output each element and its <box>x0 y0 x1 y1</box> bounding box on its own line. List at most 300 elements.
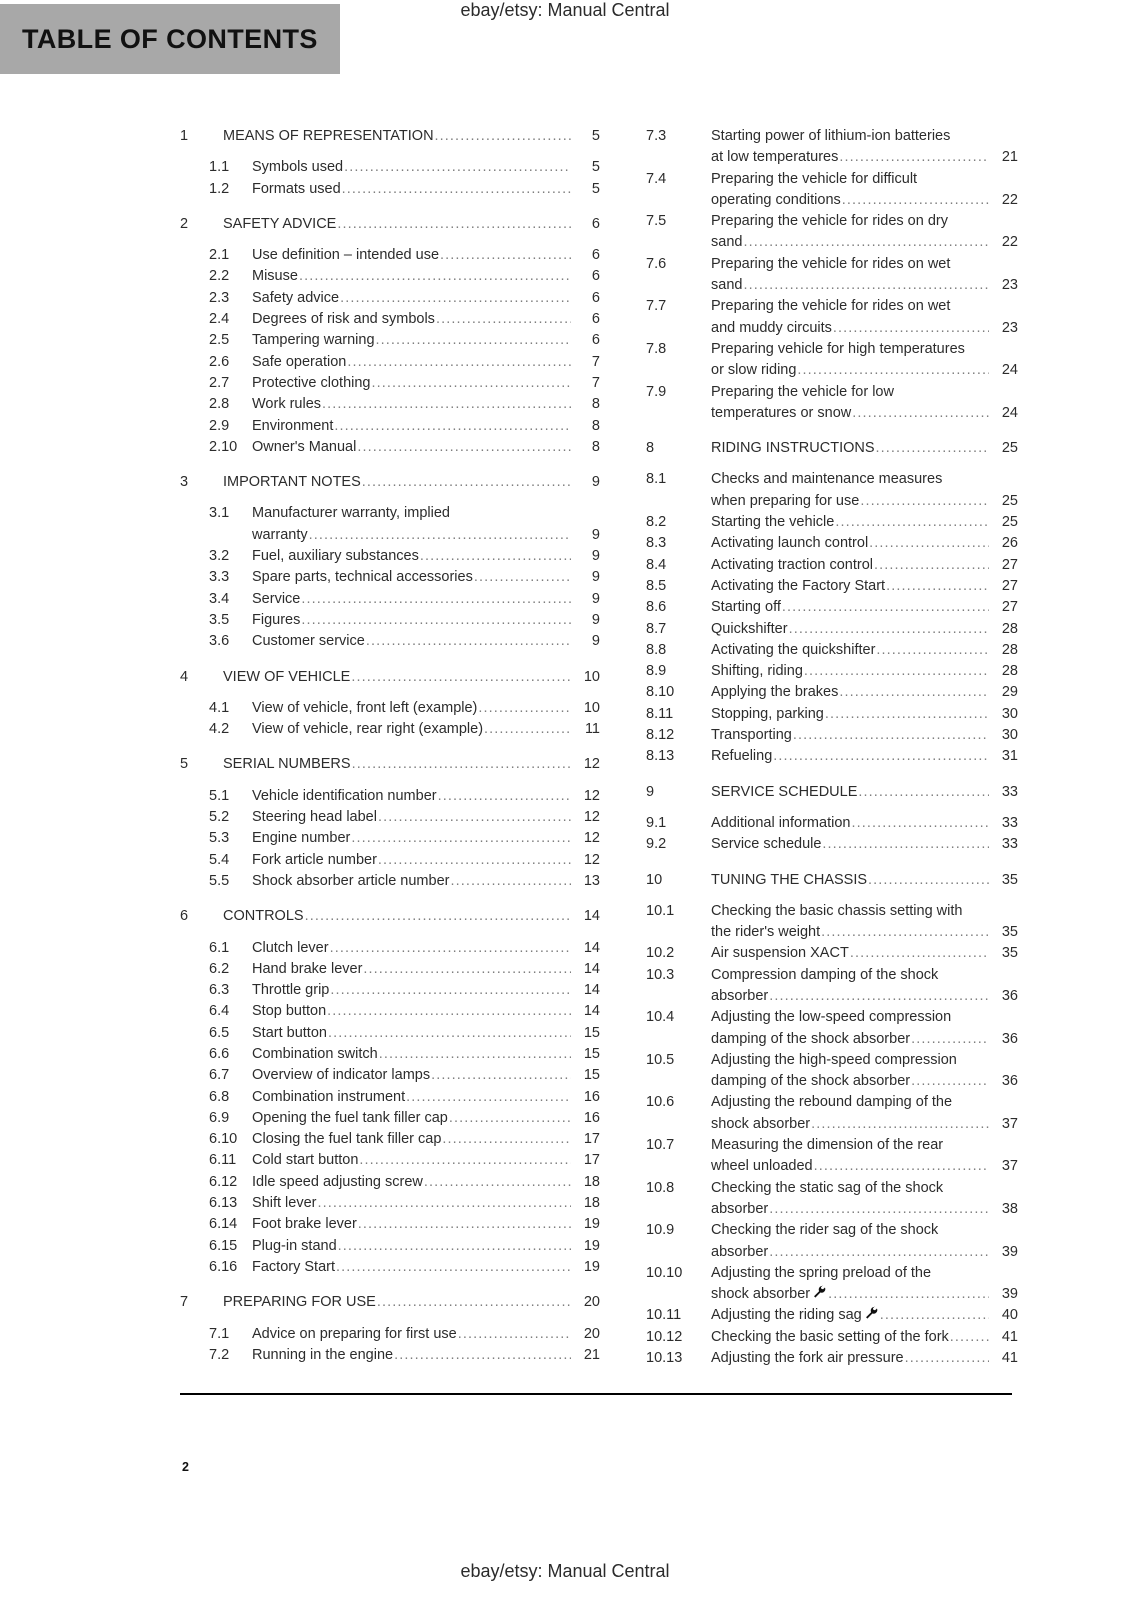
toc-subsection-entry[interactable] <box>180 1193 600 1214</box>
toc-page-number: 5 <box>591 128 600 144</box>
toc-entry-label: Cold start button <box>252 1152 359 1169</box>
toc-entry-label: Preparing the vehicle for difficult <box>711 170 918 187</box>
toc-page-number: 26 <box>1001 535 1018 552</box>
toc-subsection-entry[interactable] <box>646 533 1018 554</box>
toc-page-number: 17 <box>583 1152 600 1169</box>
toc-subsection-entry[interactable] <box>180 1065 600 1086</box>
toc-subsection-entry[interactable] <box>180 807 600 828</box>
toc-entry-title-block <box>711 555 1018 576</box>
toc-leader-dots <box>359 1150 571 1171</box>
toc-entry-label: Adjusting the low-speed compression <box>711 1009 952 1026</box>
toc-chapter-entry[interactable] <box>646 782 1018 803</box>
toc-leader-dots <box>351 828 571 849</box>
toc-leader-dots <box>347 352 571 373</box>
toc-chapter-entry[interactable] <box>180 754 600 775</box>
toc-page-number: 21 <box>1001 149 1018 166</box>
toc-entry-label: Steering head label <box>252 809 377 826</box>
toc-subsection-entry[interactable] <box>646 725 1018 746</box>
toc-leader-dots <box>362 472 571 493</box>
toc-chapter-entry[interactable] <box>180 472 600 493</box>
toc-entry-label: shock absorber <box>711 1115 811 1132</box>
toc-entry-title-block <box>252 719 600 740</box>
toc-subsection-entry[interactable] <box>646 126 1018 169</box>
toc-leader-dots <box>769 1199 989 1220</box>
toc-subsection-entry[interactable] <box>180 1257 600 1278</box>
toc-entry-label: View of vehicle, front left (example) <box>252 699 478 716</box>
toc-leader-dots <box>328 1023 571 1044</box>
toc-page-number: 23 <box>1001 319 1018 336</box>
toc-entry-title-block <box>711 834 1018 855</box>
toc-entry-number: 7.1 <box>209 1325 230 1342</box>
toc-entry-title-block <box>252 352 600 373</box>
toc-entry-line <box>711 360 1018 381</box>
toc-entry-number: 7.2 <box>209 1346 230 1363</box>
toc-chapter-entry[interactable] <box>180 126 600 147</box>
toc-page-number: 9 <box>591 474 600 491</box>
toc-subsection-entry[interactable] <box>180 179 600 200</box>
toc-subsection-entry[interactable] <box>646 965 1018 1008</box>
toc-entry-number: 8.10 <box>646 684 675 701</box>
toc-entry-line <box>711 1114 1018 1135</box>
toc-entry-number: 7.7 <box>646 298 667 315</box>
toc-leader-dots <box>804 661 989 682</box>
toc-subsection-entry[interactable] <box>180 1324 600 1345</box>
toc-subsection-entry[interactable] <box>180 610 600 631</box>
toc-subsection-entry[interactable] <box>180 786 600 807</box>
toc-entry-line <box>711 834 1018 855</box>
toc-leader-dots <box>825 704 989 725</box>
toc-entry-label: Protective clothing <box>252 374 371 391</box>
toc-entry-label: absorber <box>711 987 769 1004</box>
toc-leader-dots <box>334 416 571 437</box>
toc-entry-line <box>252 610 600 631</box>
toc-page-number: 12 <box>583 851 600 868</box>
toc-subsection-entry[interactable] <box>180 1087 600 1108</box>
toc-entry-number: 7.6 <box>646 255 667 272</box>
toc-leader-dots <box>852 403 989 424</box>
toc-entry-label: Compression damping of the shock <box>711 966 939 983</box>
toc-entry-line <box>252 980 600 1001</box>
toc-entry-title-block <box>252 546 600 567</box>
toc-subsection-entry[interactable] <box>180 1023 600 1044</box>
toc-subsection-entry[interactable] <box>180 437 600 458</box>
toc-subsection-entry[interactable] <box>646 1305 1018 1326</box>
toc-entry-title-block <box>711 438 1018 459</box>
toc-subsection-entry[interactable] <box>646 682 1018 703</box>
toc-entry-line <box>252 959 600 980</box>
toc-entry-label: Safety advice <box>252 289 340 306</box>
toc-entry-label: Advice on preparing for first use <box>252 1325 457 1342</box>
toc-subsection-entry[interactable] <box>646 813 1018 834</box>
toc-page-number: 35 <box>1001 871 1018 888</box>
toc-leader-dots <box>420 546 571 567</box>
toc-leader-dots <box>363 959 571 980</box>
toc-entry-line <box>711 1178 1018 1199</box>
toc-entry-title-block <box>711 1050 1018 1093</box>
toc-entry-label: Misuse <box>252 268 298 285</box>
toc-entry-label: CONTROLS <box>223 908 304 925</box>
toc-entry-label: Checking the static sag of the shock <box>711 1179 944 1196</box>
toc-subsection-entry[interactable] <box>646 576 1018 597</box>
toc-entry-line <box>252 1345 600 1366</box>
toc-entry-number: 5.4 <box>209 851 230 868</box>
toc-subsection-entry[interactable] <box>646 555 1018 576</box>
toc-entry-title-block <box>711 1135 1018 1178</box>
toc-subsection-entry[interactable] <box>180 719 600 740</box>
toc-entry-line <box>252 352 600 373</box>
toc-leader-dots <box>449 1108 571 1129</box>
toc-subsection-entry[interactable] <box>646 619 1018 640</box>
toc-entry-line <box>252 437 600 458</box>
toc-entry-label: shock absorber <box>711 1286 811 1303</box>
toc-chapter-entry[interactable] <box>180 214 600 235</box>
toc-entry-line <box>252 786 600 807</box>
toc-entry-line <box>711 491 1018 512</box>
toc-page-number: 15 <box>583 1045 600 1062</box>
toc-entry-number: 3.5 <box>209 611 230 628</box>
toc-subsection-entry[interactable] <box>646 339 1018 382</box>
toc-entry-title-block <box>252 807 600 828</box>
toc-page-number: 12 <box>583 756 600 773</box>
toc-leader-dots <box>821 922 989 943</box>
toc-entry-title-block <box>711 469 1018 512</box>
toc-page-number: 19 <box>583 1237 600 1254</box>
toc-entry-line <box>252 589 600 610</box>
toc-subsection-entry[interactable] <box>646 1178 1018 1221</box>
toc-entry-number: 2.3 <box>209 289 230 306</box>
toc-subsection-entry[interactable] <box>180 1150 600 1171</box>
toc-entry-line <box>711 469 1018 490</box>
toc-subsection-entry[interactable] <box>180 157 600 178</box>
toc-entry-line <box>252 871 600 892</box>
toc-entry-line <box>711 619 1018 640</box>
toc-entry-title-block <box>223 472 600 493</box>
toc-entry-label: Tampering warning <box>252 332 375 349</box>
toc-page-number: 40 <box>1001 1307 1018 1324</box>
toc-leader-dots <box>337 214 571 235</box>
toc-subsection-entry[interactable] <box>646 1007 1018 1050</box>
toc-subsection-entry[interactable] <box>646 704 1018 725</box>
toc-subsection-entry[interactable] <box>646 640 1018 661</box>
toc-subsection-entry[interactable] <box>180 938 600 959</box>
toc-leader-dots <box>851 813 989 834</box>
toc-leader-dots <box>743 275 989 296</box>
toc-subsection-entry[interactable] <box>180 1001 600 1022</box>
toc-leader-dots <box>950 1327 989 1348</box>
footer-divider <box>180 1393 1012 1395</box>
toc-page-number: 19 <box>583 1258 600 1275</box>
toc-leader-dots <box>860 491 989 512</box>
toc-page-number: 27 <box>1001 577 1018 594</box>
toc-chapter-entry[interactable] <box>180 1292 600 1313</box>
toc-entry-label: Refueling <box>711 748 773 765</box>
toc-entry-title-block <box>252 1345 600 1366</box>
toc-entry-number: 8.13 <box>646 748 675 765</box>
toc-page-number: 21 <box>583 1346 600 1363</box>
toc-leader-dots <box>330 938 571 959</box>
toc-subsection-entry[interactable] <box>646 211 1018 254</box>
toc-entry-title-block <box>711 1178 1018 1221</box>
toc-subsection-entry[interactable] <box>180 698 600 719</box>
toc-page-number: 22 <box>1001 191 1018 208</box>
toc-entry-label: Starting power of lithium-ion batteries <box>711 128 951 144</box>
toc-subsection-entry[interactable] <box>646 746 1018 767</box>
toc-page-number: 14 <box>583 939 600 956</box>
toc-entry-line <box>252 1172 600 1193</box>
toc-entry-title-block <box>252 1324 600 1345</box>
toc-entry-label: Running in the engine <box>252 1346 394 1363</box>
toc-entry-title-block <box>711 512 1018 533</box>
toc-entry-title-block <box>711 597 1018 618</box>
toc-chapter-entry[interactable] <box>180 667 600 688</box>
toc-page-number: 41 <box>1001 1328 1018 1345</box>
toc-entry-label: wheel unloaded <box>711 1158 813 1175</box>
toc-entry-title-block <box>711 1327 1018 1348</box>
toc-entry-number: 7 <box>180 1294 189 1311</box>
toc-entry-label: Applying the brakes <box>711 684 839 701</box>
toc-entry-title-block <box>252 394 600 415</box>
toc-entry-title-block <box>252 179 600 200</box>
toc-entry-title-block <box>711 746 1018 767</box>
toc-leader-dots <box>322 394 571 415</box>
toc-subsection-entry[interactable] <box>646 512 1018 533</box>
toc-entry-label: Service <box>252 590 301 607</box>
toc-entry-label: Combination switch <box>252 1045 378 1062</box>
toc-page-number: 29 <box>1001 684 1018 701</box>
toc-entry-title-block <box>252 1257 600 1278</box>
toc-entry-number: 5.2 <box>209 809 230 826</box>
page-number: 2 <box>182 1460 189 1474</box>
toc-subsection-entry[interactable] <box>180 546 600 567</box>
toc-page-number: 9 <box>591 611 600 628</box>
toc-entry-line <box>711 1199 1018 1220</box>
toc-entry-number: 6.16 <box>209 1258 238 1275</box>
toc-chapter-entry[interactable] <box>180 906 600 927</box>
toc-entry-line <box>223 214 600 235</box>
toc-subsection-entry[interactable] <box>646 1263 1018 1306</box>
toc-subsection-entry[interactable] <box>646 597 1018 618</box>
toc-subsection-entry[interactable] <box>646 834 1018 855</box>
toc-subsection-entry[interactable] <box>180 245 600 266</box>
toc-leader-dots <box>835 512 989 533</box>
toc-page-number: 18 <box>583 1173 600 1190</box>
toc-entry-number: 10.5 <box>646 1051 675 1068</box>
toc-entry-number: 6.1 <box>209 939 230 956</box>
toc-leader-dots <box>458 1324 571 1345</box>
toc-leader-dots <box>811 1114 989 1135</box>
toc-entry-line <box>711 512 1018 533</box>
toc-subsection-entry[interactable] <box>646 1220 1018 1263</box>
toc-entry-line <box>252 525 600 546</box>
toc-subsection-entry[interactable] <box>646 169 1018 212</box>
toc-entry-title-block <box>223 667 600 688</box>
toc-leader-dots <box>773 746 989 767</box>
toc-entry-label: Shifting, riding <box>711 663 803 680</box>
toc-entry-line <box>711 704 1018 725</box>
toc-entry-number: 1 <box>180 128 189 144</box>
toc-entry-label: Checking the rider sag of the shock <box>711 1222 939 1239</box>
toc-subsection-entry[interactable] <box>646 1050 1018 1093</box>
toc-page-number: 33 <box>1001 814 1018 831</box>
toc-entry-line <box>711 318 1018 339</box>
toc-subsection-entry[interactable] <box>646 661 1018 682</box>
toc-entry-line <box>711 1007 1018 1028</box>
toc-entry-line <box>252 828 600 849</box>
toc-entry-line <box>711 126 1018 147</box>
toc-page-number: 8 <box>591 417 600 434</box>
toc-entry-label: Symbols used <box>252 159 344 176</box>
toc-subsection-entry[interactable] <box>646 469 1018 512</box>
toc-subsection-entry[interactable] <box>646 1135 1018 1178</box>
toc-entry-line <box>711 782 1018 803</box>
toc-page-number: 30 <box>1001 705 1018 722</box>
toc-subsection-entry[interactable] <box>180 309 600 330</box>
toc-subsection-entry[interactable] <box>646 1327 1018 1348</box>
toc-subsection-entry[interactable] <box>646 254 1018 297</box>
toc-subsection-entry[interactable] <box>646 1092 1018 1135</box>
toc-entry-line <box>711 725 1018 746</box>
toc-entry-title-block <box>711 901 1018 944</box>
toc-entry-label: RIDING INSTRUCTIONS <box>711 440 875 457</box>
toc-chapter-entry[interactable] <box>646 870 1018 891</box>
toc-entry-label: Start button <box>252 1024 327 1041</box>
toc-entry-number: 6.3 <box>209 982 230 999</box>
toc-leader-dots <box>431 1065 571 1086</box>
toc-subsection-entry[interactable] <box>180 1214 600 1235</box>
toc-subsection-entry[interactable] <box>180 1345 600 1366</box>
toc-subsection-entry[interactable] <box>646 1348 1018 1369</box>
toc-entry-line <box>711 1348 1018 1369</box>
toc-entry-line <box>252 938 600 959</box>
toc-subsection-entry[interactable] <box>180 871 600 892</box>
toc-subsection-entry[interactable] <box>180 1044 600 1065</box>
toc-entry-title-block <box>252 1150 600 1171</box>
toc-entry-number: 8.12 <box>646 727 675 744</box>
toc-page-number: 9 <box>591 548 600 565</box>
toc-leader-dots <box>828 1284 989 1305</box>
toc-page-number: 5 <box>591 180 600 197</box>
toc-subsection-entry[interactable] <box>646 943 1018 964</box>
toc-entry-label: Environment <box>252 417 334 434</box>
toc-entry-label: Customer service <box>252 633 365 650</box>
toc-subsection-entry[interactable] <box>180 850 600 871</box>
toc-subsection-entry[interactable] <box>180 373 600 394</box>
toc-entry-label: Adjusting the high-speed compression <box>711 1051 957 1068</box>
toc-subsection-entry[interactable] <box>180 567 600 588</box>
toc-entry-title-block <box>252 1087 600 1108</box>
toc-subsection-entry[interactable] <box>180 266 600 287</box>
toc-entry-number: 6.12 <box>209 1173 238 1190</box>
toc-entry-label: Fork article number <box>252 851 377 868</box>
toc-entry-label: Overview of indicator lamps <box>252 1067 431 1084</box>
toc-subsection-entry[interactable] <box>180 503 600 546</box>
toc-subsection-entry[interactable] <box>180 959 600 980</box>
toc-entry-line <box>711 403 1018 424</box>
toc-entry-number: 4.1 <box>209 699 230 716</box>
toc-entry-line <box>252 157 600 178</box>
toc-entry-label: Starting the vehicle <box>711 514 835 531</box>
toc-page-number: 15 <box>583 1067 600 1084</box>
toc-entry-label: at low temperatures <box>711 149 839 166</box>
toc-entry-label: and muddy circuits <box>711 319 832 336</box>
toc-subsection-entry[interactable] <box>180 1129 600 1150</box>
toc-page-number: 23 <box>1001 277 1018 294</box>
toc-entry-label: Service schedule <box>711 836 822 853</box>
toc-entry-label: Preparing the vehicle for rides on wet <box>711 298 951 315</box>
toc-entry-label: Stopping, parking <box>711 705 824 722</box>
watermark-bottom: ebay/etsy: Manual Central <box>460 1561 670 1581</box>
toc-subsection-entry[interactable] <box>180 631 600 652</box>
toc-entry-line <box>711 576 1018 597</box>
toc-subsection-entry[interactable] <box>180 288 600 309</box>
toc-entry-title-block <box>252 245 600 266</box>
toc-subsection-entry[interactable] <box>180 589 600 610</box>
toc-entry-line <box>223 754 600 775</box>
toc-entry-title-block <box>252 610 600 631</box>
page-title: TABLE OF CONTENTS <box>22 23 318 54</box>
toc-entry-label: Adjusting the riding sag <box>711 1307 862 1324</box>
toc-entry-label: temperatures or snow <box>711 404 852 421</box>
toc-page-number: 16 <box>583 1088 600 1105</box>
toc-entry-line <box>711 1220 1018 1241</box>
toc-page-number: 12 <box>583 787 600 804</box>
toc-subsection-entry[interactable] <box>180 1172 600 1193</box>
toc-leader-dots <box>869 533 989 554</box>
toc-subsection-entry[interactable] <box>180 394 600 415</box>
toc-subsection-entry[interactable] <box>180 1108 600 1129</box>
toc-entry-title-block <box>223 214 600 235</box>
toc-subsection-entry[interactable] <box>646 296 1018 339</box>
toc-entry-line <box>711 870 1018 891</box>
toc-leader-dots <box>440 245 571 266</box>
toc-entry-label: Throttle grip <box>252 982 330 999</box>
toc-entry-number: 8.4 <box>646 556 667 573</box>
toc-subsection-entry[interactable] <box>180 828 600 849</box>
toc-leader-dots <box>886 576 989 597</box>
toc-entry-number: 2.4 <box>209 311 230 328</box>
toc-entry-line <box>252 1324 600 1345</box>
toc-entry-label: Idle speed adjusting screw <box>252 1173 423 1190</box>
toc-leader-dots <box>406 1087 571 1108</box>
toc-entry-line <box>252 394 600 415</box>
toc-page-number: 25 <box>1001 492 1018 509</box>
toc-entry-line <box>252 245 600 266</box>
toc-entry-line <box>252 1236 600 1257</box>
toc-entry-title-block <box>711 813 1018 834</box>
toc-subsection-entry[interactable] <box>180 352 600 373</box>
toc-entry-line <box>252 179 600 200</box>
toc-subsection-entry[interactable] <box>180 980 600 1001</box>
toc-entry-line <box>252 1108 600 1129</box>
toc-entry-title-block <box>252 980 600 1001</box>
toc-entry-title-block <box>252 589 600 610</box>
toc-subsection-entry[interactable] <box>180 330 600 351</box>
toc-entry-label: Activating traction control <box>711 556 873 573</box>
toc-entry-title-block <box>252 1023 600 1044</box>
toc-page-number: 24 <box>1001 362 1018 379</box>
toc-entry-label: Spare parts, technical accessories <box>252 569 473 586</box>
toc-subsection-entry[interactable] <box>646 901 1018 944</box>
toc-entry-number: 7.3 <box>646 128 667 144</box>
toc-subsection-entry[interactable] <box>646 382 1018 425</box>
toc-subsection-entry[interactable] <box>180 416 600 437</box>
toc-subsection-entry[interactable] <box>180 1236 600 1257</box>
toc-entry-line <box>711 1305 1018 1326</box>
toc-page-number: 17 <box>583 1131 600 1148</box>
toc-page-number: 22 <box>1001 234 1018 251</box>
toc-chapter-entry[interactable] <box>646 438 1018 459</box>
toc-entry-number: 6.13 <box>209 1195 238 1212</box>
